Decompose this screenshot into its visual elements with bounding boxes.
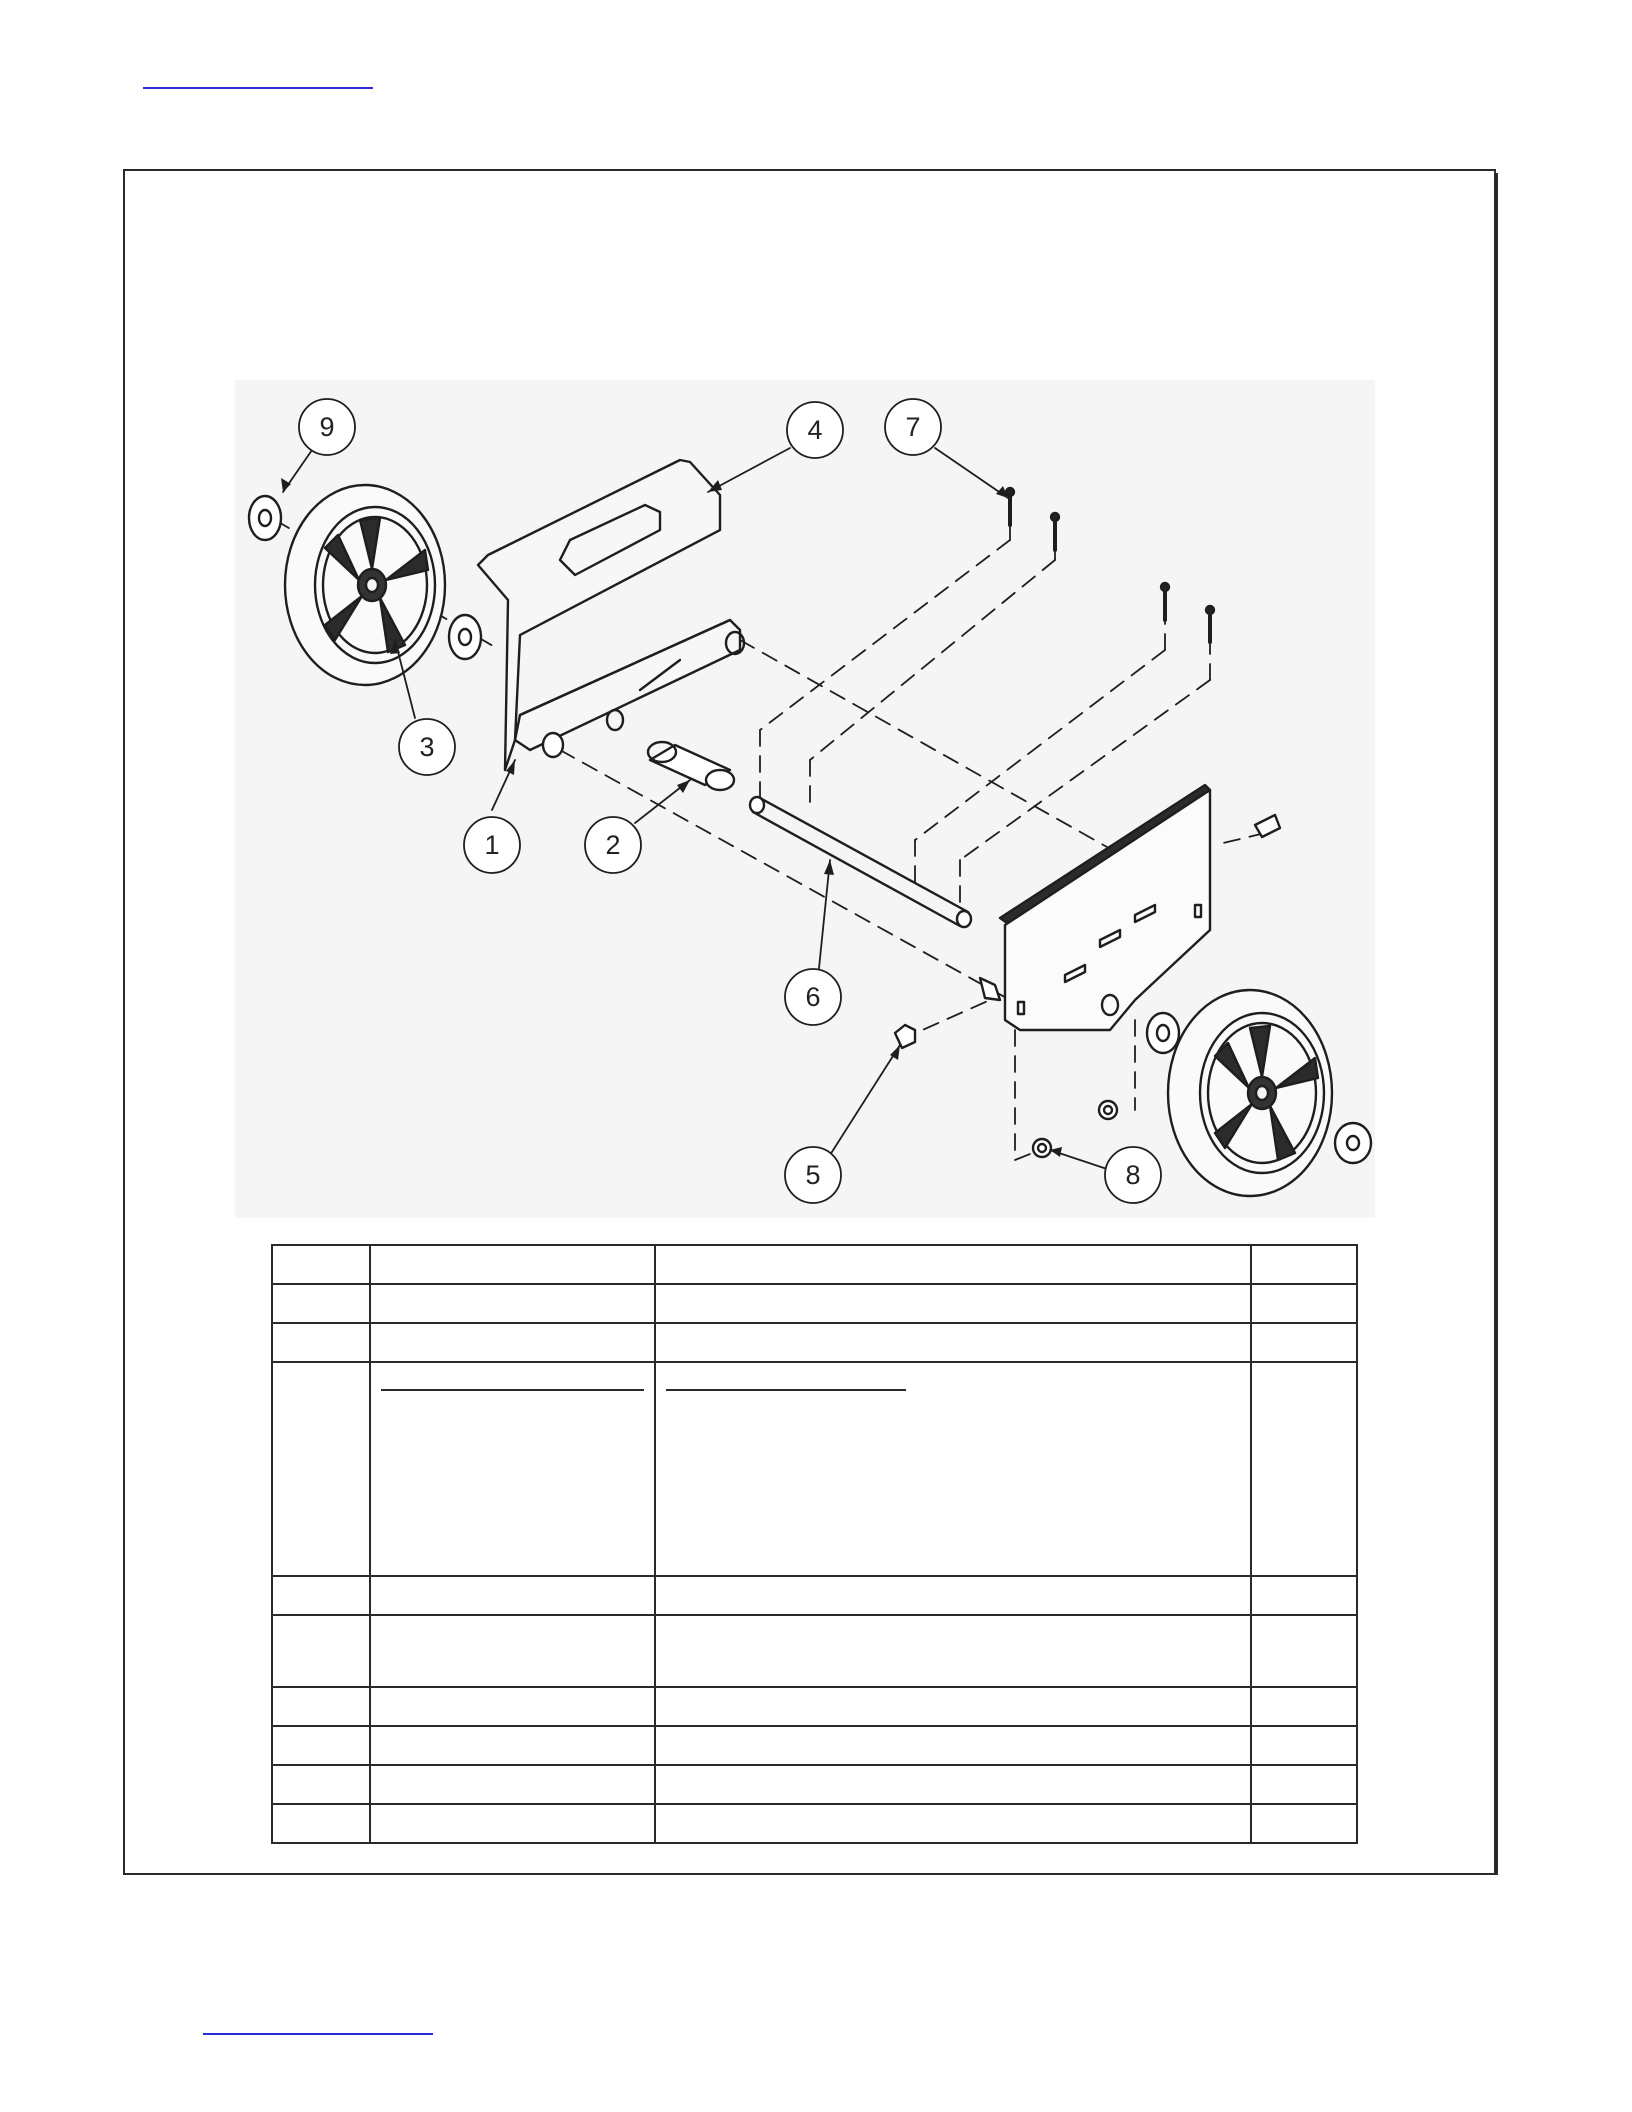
- handle-plate: [478, 460, 744, 770]
- table-cell: [370, 1284, 655, 1323]
- callout-9-label: 9: [319, 412, 335, 442]
- table-cell: [370, 1576, 655, 1615]
- table-cell: [272, 1765, 370, 1804]
- callout-4-label: 4: [807, 415, 823, 445]
- table-row: [272, 1687, 1357, 1726]
- callout-7: [885, 399, 941, 455]
- table-cell: [1251, 1284, 1357, 1323]
- callout-8: [1105, 1147, 1161, 1203]
- spacer-tube: [648, 742, 734, 790]
- part-number-link[interactable]: [381, 1389, 644, 1391]
- table-row: [272, 1765, 1357, 1804]
- table-cell: [272, 1726, 370, 1765]
- footer-link[interactable]: [203, 2007, 433, 2035]
- right-wheel: [1168, 990, 1332, 1196]
- description-link[interactable]: [666, 1389, 906, 1391]
- table-row: [272, 1362, 1357, 1576]
- callout-5-label: 5: [805, 1160, 821, 1190]
- callout-3-label: 3: [419, 732, 435, 762]
- callout-7-label: 7: [905, 412, 921, 442]
- callout-8-label: 8: [1125, 1160, 1141, 1190]
- table-row: [272, 1615, 1357, 1687]
- table-cell: [272, 1284, 370, 1323]
- table-cell-link[interactable]: [370, 1362, 655, 1576]
- table-cell: [655, 1323, 1251, 1362]
- table-cell: [655, 1804, 1251, 1843]
- table-cell: [655, 1726, 1251, 1765]
- table-row: [272, 1576, 1357, 1615]
- table-cell: [370, 1687, 655, 1726]
- table-cell: [1251, 1323, 1357, 1362]
- table-cell: [272, 1615, 370, 1687]
- table-cell: [370, 1765, 655, 1804]
- callout-9: [299, 399, 355, 455]
- left-wheel: [285, 485, 445, 685]
- table-row: [272, 1323, 1357, 1362]
- table-cell: [272, 1576, 370, 1615]
- table-cell: [655, 1615, 1251, 1687]
- header-cell: [370, 1245, 655, 1284]
- callout-3: [399, 719, 455, 775]
- table-cell: [655, 1284, 1251, 1323]
- table-cell: [1251, 1362, 1357, 1576]
- table-cell: [1251, 1726, 1357, 1765]
- table-header-row: [272, 1245, 1357, 1284]
- callout-6: [785, 969, 841, 1025]
- table-cell: [272, 1323, 370, 1362]
- table-row: [272, 1804, 1357, 1843]
- table-cell: [272, 1804, 370, 1843]
- callout-2: [585, 817, 641, 873]
- header-cell: [272, 1245, 370, 1284]
- table-cell: [1251, 1687, 1357, 1726]
- table-cell: [1251, 1765, 1357, 1804]
- table-cell: [272, 1687, 370, 1726]
- callout-6-label: 6: [805, 982, 821, 1012]
- table-row: [272, 1284, 1357, 1323]
- table-cell: [655, 1687, 1251, 1726]
- table-cell: [1251, 1804, 1357, 1843]
- table-cell: [370, 1726, 655, 1765]
- parts-list-table: [271, 1244, 1358, 1844]
- table-cell: [370, 1615, 655, 1687]
- table-cell-link[interactable]: [655, 1362, 1251, 1576]
- callout-1-label: 1: [484, 830, 500, 860]
- table-cell: [1251, 1576, 1357, 1615]
- callout-1: [464, 817, 520, 873]
- header-cell: [655, 1245, 1251, 1284]
- callout-bubbles: [299, 399, 1161, 1203]
- header-cell: [1251, 1245, 1357, 1284]
- table-cell: [370, 1804, 655, 1843]
- nuts: [1033, 1101, 1117, 1157]
- axle-rod: [750, 797, 971, 927]
- table-cell: [655, 1765, 1251, 1804]
- callout-5: [785, 1147, 841, 1203]
- table-cell: [1251, 1615, 1357, 1687]
- table-cell: [272, 1362, 370, 1576]
- callout-2-label: 2: [605, 830, 621, 860]
- pins: [1006, 488, 1214, 642]
- callout-4: [787, 402, 843, 458]
- table-cell: [655, 1576, 1251, 1615]
- table-row: [272, 1726, 1357, 1765]
- table-cell: [370, 1323, 655, 1362]
